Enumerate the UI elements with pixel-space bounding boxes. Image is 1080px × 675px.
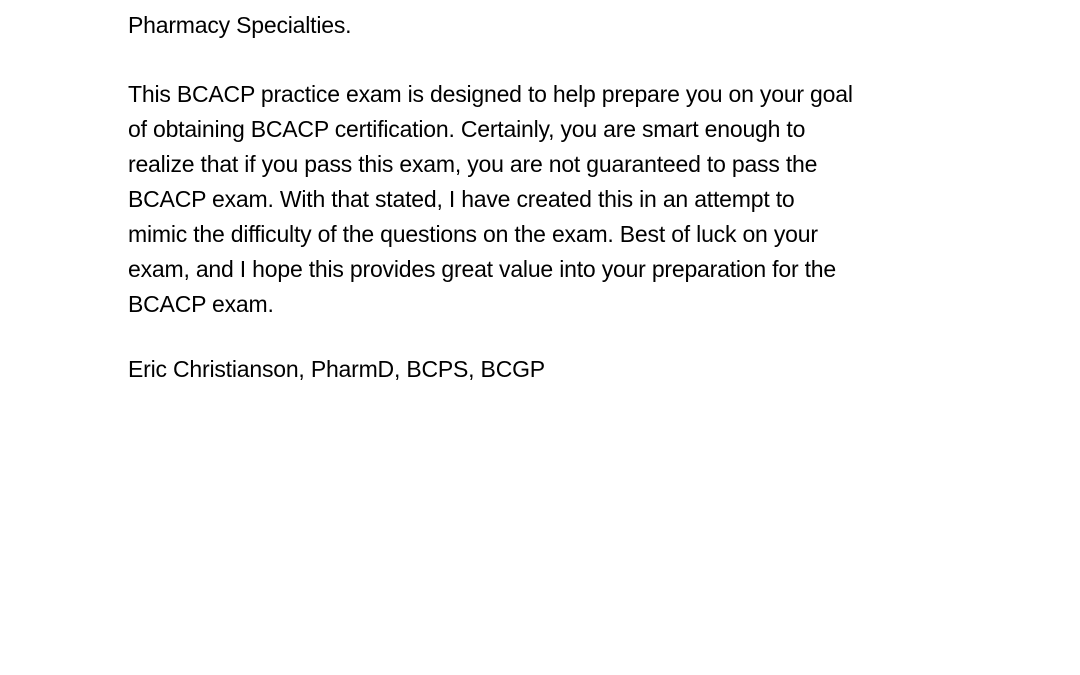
paragraph-line: BCACP exam. — [128, 291, 274, 317]
signature-line: Eric Christianson, PharmD, BCPS, BCGP — [128, 356, 545, 382]
intro-paragraph-tail — [128, 8, 988, 43]
paragraph-line: exam, and I hope this provides great value into your preparation for the — [128, 256, 836, 282]
paragraph-line: This BCACP practice exam is designed to help prepare you on your goal — [128, 81, 853, 107]
paragraph-line: BCACP exam. With that stated, I have created this in an attempt to — [128, 186, 795, 212]
paragraph-line: realize that if you pass this exam, you are not guaranteed to pass the — [128, 151, 818, 177]
paragraph-line: mimic the difficulty of the questions on the exam. Best of luck on your — [128, 221, 818, 247]
paragraph-line: of obtaining BCACP certification. Certainly, you are smart enough to — [128, 116, 806, 142]
author-signature — [128, 352, 988, 387]
paragraph-line: Pharmacy Specialties. — [128, 12, 352, 38]
practice-exam-paragraph — [128, 77, 988, 322]
